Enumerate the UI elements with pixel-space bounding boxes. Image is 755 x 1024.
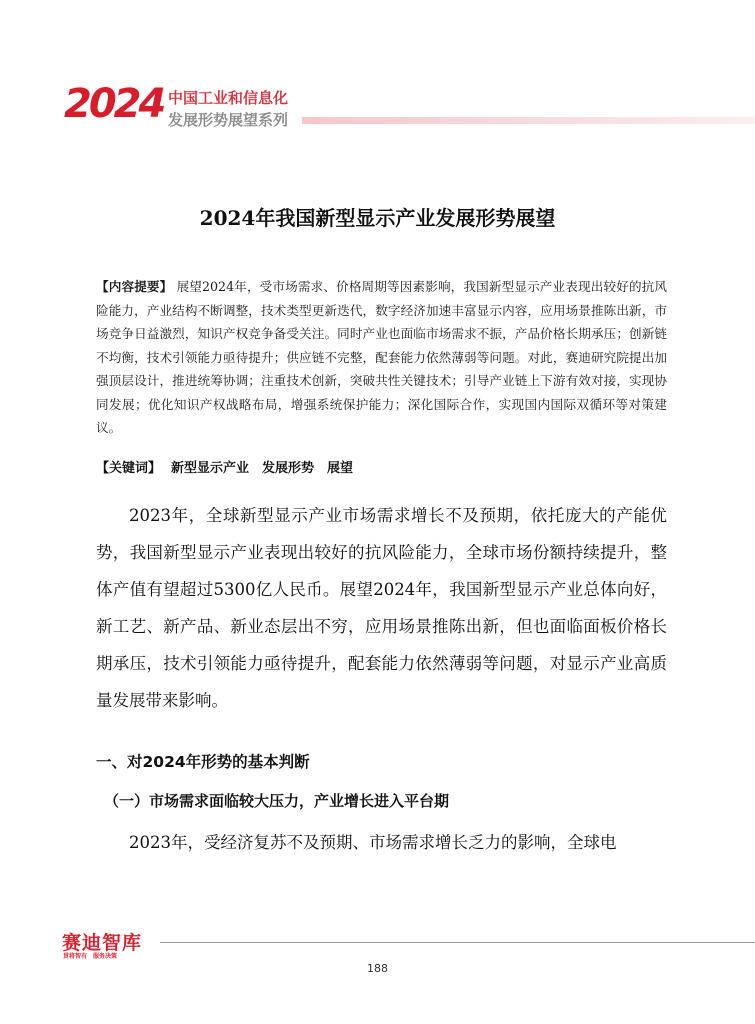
body-paragraph-2: 2023年，受经济复苏不及预期、市场需求增长乏力的影响，全球电 <box>129 833 617 852</box>
footer-slogan: 贯将智有 服务决策 <box>63 953 118 960</box>
keywords-text: 新型显示产业 发展形势 展望 <box>171 461 354 476</box>
series-title-line1: 中国工业和信息化 <box>168 89 289 107</box>
document-title: 2024年我国新型显示产业发展形势展望 <box>199 206 556 230</box>
abstract-text: 展望2024年，受市场需求、价格周期等因素影响，我国新型显示产业表现出较好的抗风险能力，产业结构不断调整，技术类型更新迭代，数字经济加速丰富显示内容，应用场景推陈出新，市场竞争日益激烈，知识产权竞争备受关注。同时产业也面临市场需求不振，产品价格长期承压；创新链不均衡，技术引领能力亟待提升；供应链不完整，配套能力依然薄弱等问题。对此，赛迪研究院提出加强顶层设计，推进统筹协调；注重技术创新，突破共性关键技术；引导产业链上下游有效对接，实现协同发展；优化知识产权战略布局，增强系统保护能力；深化国际合作，实现国内国际双循环等对策建议。 <box>96 279 667 435</box>
series-title-line2: 发展形势展望系列 <box>168 111 289 129</box>
keywords-label: 【关键词】 <box>96 461 162 476</box>
page-header <box>0 0 755 140</box>
abstract <box>96 275 667 440</box>
keywords <box>96 457 667 476</box>
footer-brand-logo: 赛迪智库 <box>62 932 143 954</box>
subsection-heading: （一）市场需求面临较大压力，产业增长进入平台期 <box>104 792 450 810</box>
header-decor-band <box>302 117 755 124</box>
footer-divider <box>160 942 755 943</box>
page-number: 188 <box>367 962 388 975</box>
body-paragraph-1: 2023年，全球新型显示产业市场需求增长不及预期，依托庞大的产能优势，我国新型显示产业表现出较好的抗风险能力，全球市场份额持续提升，整体产值有望超过5300亿人民币。展望2024年，我国新型显示产业总体向好，新工艺、新产品、新业态层出不穷，应用场景推陈出新，但也面临面板价格长期承压，技术引领能力亟待提升，配套能力依然薄弱等问题，对显示产业高质量发展带来影响。 <box>96 506 667 710</box>
year-logo: 2024 <box>64 81 164 127</box>
series-title <box>168 87 288 131</box>
abstract-label: 【内容提要】 <box>96 279 173 294</box>
section-heading: 一、对2024年形势的基本判断 <box>96 753 310 771</box>
